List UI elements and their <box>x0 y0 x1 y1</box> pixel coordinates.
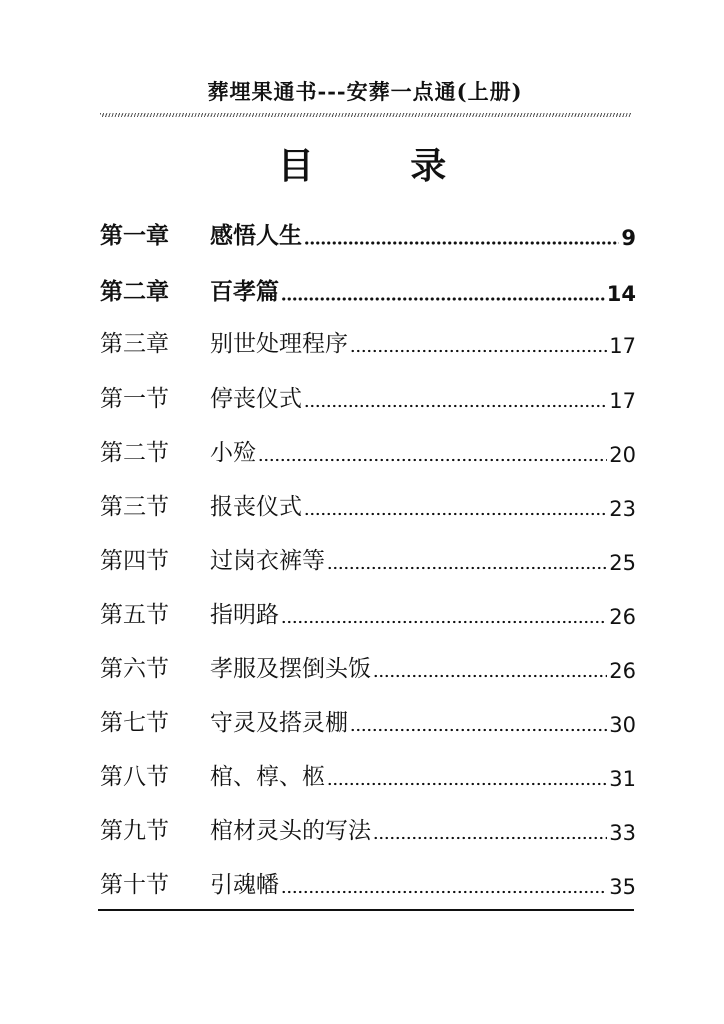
toc-entry-number: 第六节 <box>100 656 169 682</box>
dot-leader <box>373 674 607 678</box>
dot-leader <box>350 728 607 732</box>
toc-entry-number: 第一节 <box>100 386 169 412</box>
toc-entry-number: 第五节 <box>100 602 169 628</box>
toc-heading: 目 录 <box>277 146 489 187</box>
toc-entry-page-number: 35 <box>609 875 636 899</box>
dot-leader <box>373 836 607 840</box>
toc-entry-title: 守灵及搭灵棚 <box>210 710 348 736</box>
toc-entry <box>100 266 636 306</box>
dot-leader <box>281 890 607 894</box>
toc-entry-title: 引魂幡 <box>210 872 279 898</box>
toc-entry <box>100 427 636 467</box>
toc-entry <box>100 751 636 791</box>
dot-leader <box>304 512 607 516</box>
dot-leader <box>304 241 619 245</box>
header-divider <box>100 113 632 117</box>
toc-entry-title: 棺材灵头的写法 <box>210 818 371 844</box>
toc-entry-title: 别世处理程序 <box>210 331 348 357</box>
toc-entry <box>100 210 636 250</box>
toc-entry <box>100 373 636 413</box>
toc-entry <box>100 318 636 358</box>
dot-leader <box>258 458 607 462</box>
toc-entry-page-number: 20 <box>609 443 636 467</box>
dot-leader <box>350 349 607 353</box>
toc-entry-number: 第八节 <box>100 764 169 790</box>
toc-entry <box>100 481 636 521</box>
toc-entry <box>100 805 636 845</box>
toc-entry <box>100 589 636 629</box>
toc-entry-title: 停丧仪式 <box>210 386 302 412</box>
toc-entry-title: 孝服及摆倒头饭 <box>210 656 371 682</box>
toc-entry-number: 第七节 <box>100 710 169 736</box>
dot-leader <box>327 566 607 570</box>
toc-entry-number: 第三节 <box>100 494 169 520</box>
toc-entry-page-number: 33 <box>609 821 636 845</box>
toc-entry-page-number: 17 <box>609 334 636 358</box>
toc-entry-number: 第四节 <box>100 548 169 574</box>
toc-entry-title: 百孝篇 <box>210 279 279 305</box>
toc-entry-title: 过岗衣裤等 <box>210 548 325 574</box>
toc-entry-number: 第九节 <box>100 818 169 844</box>
toc-entry-page-number: 17 <box>609 389 636 413</box>
toc-entry-page-number: 26 <box>609 659 636 683</box>
footer-divider <box>98 909 634 911</box>
toc-entry <box>100 643 636 683</box>
toc-entry-title: 小殓 <box>210 440 256 466</box>
toc-entry-page-number: 25 <box>609 551 636 575</box>
dot-leader <box>281 620 607 624</box>
dot-leader <box>281 297 605 301</box>
toc-entry-page-number: 30 <box>609 713 636 737</box>
toc-entry-title: 感悟人生 <box>210 223 302 249</box>
dot-leader <box>327 782 607 786</box>
toc-entry <box>100 697 636 737</box>
dot-leader <box>304 404 607 408</box>
toc-entry <box>100 535 636 575</box>
toc-entry <box>100 859 636 899</box>
toc-entry-title: 指明路 <box>210 602 279 628</box>
running-header-title: 葬埋果通书---安葬一点通(上册) <box>207 79 523 104</box>
toc-entry-page-number: 26 <box>609 605 636 629</box>
toc-entry-number: 第三章 <box>100 331 169 357</box>
toc-entry-page-number: 23 <box>609 497 636 521</box>
toc-entry-number: 第十节 <box>100 872 169 898</box>
toc-entry-number: 第二章 <box>100 279 169 305</box>
toc-entry-page-number: 14 <box>606 282 636 306</box>
toc-entry-page-number: 9 <box>621 226 636 250</box>
toc-entry-page-number: 31 <box>609 767 636 791</box>
toc-entry-number: 第二节 <box>100 440 169 466</box>
toc-entry-title: 棺、椁、柩 <box>210 764 325 790</box>
toc-entry-title: 报丧仪式 <box>210 494 302 520</box>
toc-entry-number: 第一章 <box>100 223 169 249</box>
